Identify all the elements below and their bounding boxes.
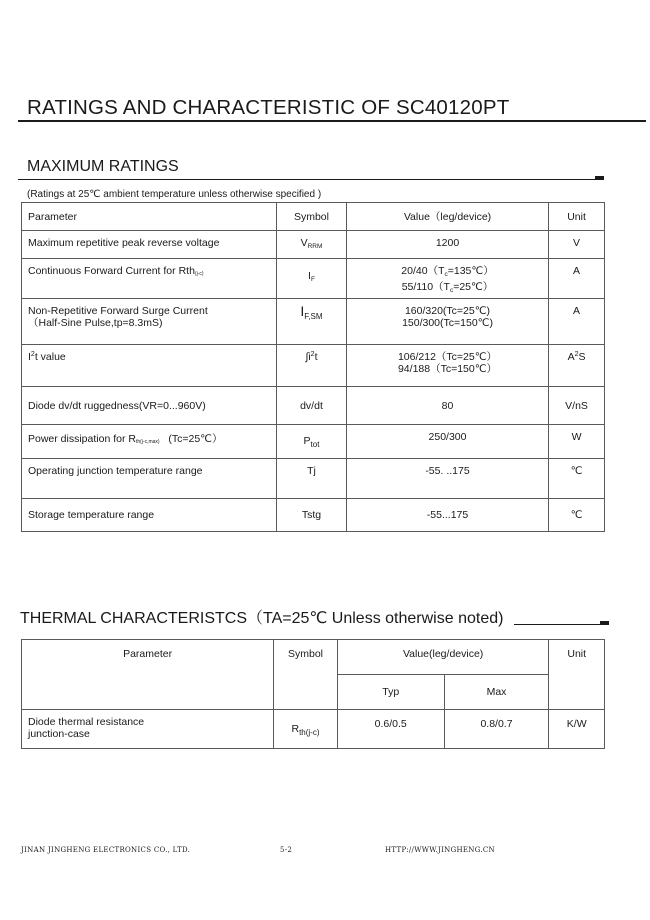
value-text: =25℃） <box>453 281 494 293</box>
param-line-2: junction-case <box>28 728 90 740</box>
symbol-subscript: th(j-c) <box>299 728 320 737</box>
unit-if: A <box>549 259 605 299</box>
value-subscript: c <box>444 271 448 278</box>
param-i2t <box>22 345 277 387</box>
param-if <box>22 259 277 299</box>
unit-tstg: ℃ <box>549 499 605 532</box>
table-row <box>22 425 605 459</box>
value-line-1: 106/212（Tc=25℃） <box>397 351 498 363</box>
table-row <box>22 259 605 299</box>
param-ptot <box>22 425 277 459</box>
unit-ifsm: A <box>549 299 605 345</box>
symbol-rth <box>274 710 338 749</box>
footer-page-number: 5-2 <box>280 846 293 854</box>
unit-text: S <box>578 351 586 363</box>
footer-company: JINAN JINGHENG ELECTRONICS CO., LTD. <box>21 846 191 854</box>
table-row <box>22 499 605 532</box>
symbol-dvdt: dv/dt <box>277 387 347 425</box>
unit-i2t <box>549 345 605 387</box>
value-i2t <box>346 345 548 387</box>
symbol-subscript: tot <box>310 440 320 449</box>
value-max: 0.8/0.7 <box>444 710 549 749</box>
value-typ: 0.6/0.5 <box>337 710 444 749</box>
document-title: RATINGS AND CHARACTERISTIC OF SC40120PT <box>27 96 510 119</box>
symbol-main: V <box>300 237 308 249</box>
unit-vrrm: V <box>549 231 605 259</box>
param-text: Continuous Forward Current for Rth <box>28 265 195 277</box>
table-header-row <box>22 203 605 231</box>
value-text: =135℃） <box>447 265 494 277</box>
max-ratings-rule <box>18 179 604 180</box>
symbol-main: I <box>300 303 305 319</box>
param-line-2: （Half-Sine Pulse,tp=8.3mS) <box>28 317 163 329</box>
header-value: Value(leg/device) <box>337 640 549 675</box>
param-line-1: Non-Repetitive Forward Surge Current <box>28 305 208 317</box>
param-rth <box>22 710 274 749</box>
table-row <box>22 710 605 749</box>
param-ifsm <box>22 299 277 345</box>
value-subscript: c <box>449 287 454 294</box>
value-tj: -55. ..175 <box>346 459 548 499</box>
header-parameter: Parameter <box>22 203 277 231</box>
header-max: Max <box>444 675 549 710</box>
unit-rth: K/W <box>549 710 605 749</box>
symbol-main: I <box>308 270 311 282</box>
param-superscript: 2 <box>30 351 35 358</box>
thermal-rule <box>514 624 604 625</box>
symbol-tstg: Tstg <box>277 499 347 532</box>
value-line-1: 160/320(Tc=25℃) <box>404 305 491 317</box>
table-header-row <box>22 640 605 675</box>
symbol-if <box>277 259 347 299</box>
header-parameter: Parameter <box>22 640 274 710</box>
value-ifsm <box>346 299 548 345</box>
value-line-1 <box>353 265 542 281</box>
thermal-heading: THERMAL CHARACTERISTCS（TA=25℃ Unless otherwise noted) <box>20 610 504 627</box>
param-subscript: th(j-c,max) <box>135 439 160 445</box>
value-ptot: 250/300 <box>346 425 548 459</box>
thermal-rule-mark <box>600 621 609 625</box>
header-value: Value（leg/device) <box>346 203 548 231</box>
table-row <box>22 299 605 345</box>
symbol-main: t <box>314 351 318 363</box>
unit-tj: ℃ <box>549 459 605 499</box>
header-unit: Unit <box>549 203 605 231</box>
header-typ: Typ <box>337 675 444 710</box>
param-tstg: Storage temperature range <box>22 499 277 532</box>
value-line-2 <box>353 281 542 297</box>
unit-ptot: W <box>549 425 605 459</box>
param-text: I <box>28 351 31 363</box>
symbol-vrrm <box>277 231 347 259</box>
symbol-main: ∫i <box>305 351 311 363</box>
table-row <box>22 231 605 259</box>
param-text: Power dissipation for R <box>28 433 136 445</box>
value-text: 20/40（T <box>401 265 445 277</box>
thermal-table <box>21 639 605 749</box>
header-unit: Unit <box>549 640 605 710</box>
symbol-i2t <box>277 345 347 387</box>
param-text: t value <box>34 351 66 363</box>
header-symbol: Symbol <box>277 203 347 231</box>
max-ratings-heading: MAXIMUM RATINGS <box>27 158 179 175</box>
symbol-main: P <box>303 435 311 447</box>
symbol-subscript: RRM <box>307 243 323 250</box>
symbol-tj: Tj <box>277 459 347 499</box>
value-tstg: -55...175 <box>346 499 548 532</box>
symbol-ptot <box>277 425 347 459</box>
value-vrrm: 1200 <box>346 231 548 259</box>
param-text: (Tc=25℃） <box>168 433 223 445</box>
value-text: 55/110（T <box>401 281 450 293</box>
value-if <box>346 259 548 299</box>
symbol-ifsm <box>277 299 347 345</box>
param-subscript: (j-c) <box>194 271 204 277</box>
value-dvdt: 80 <box>346 387 548 425</box>
param-vrrm: Maximum repetitive peak reverse voltage <box>22 231 277 259</box>
param-line-1: Diode thermal resistance <box>28 716 145 728</box>
ratings-note: (Ratings at 25℃ ambient temperature unless otherwise specified ) <box>27 189 322 200</box>
symbol-subscript: F <box>310 276 315 283</box>
table-row <box>22 345 605 387</box>
symbol-main: R <box>291 723 300 735</box>
value-line-2: 150/300(Tc=150℃) <box>402 317 493 329</box>
param-dvdt: Diode dv/dt ruggedness(VR=0...960V) <box>22 387 277 425</box>
param-tj: Operating junction temperature range <box>22 459 277 499</box>
symbol-superscript: 2 <box>310 351 315 358</box>
value-line-2: 94/188（Tc=150℃） <box>397 363 498 375</box>
table-row <box>22 459 605 499</box>
max-ratings-table <box>21 202 605 532</box>
symbol-subscript: F,SM <box>304 312 323 321</box>
unit-superscript: 2 <box>574 351 579 358</box>
title-rule <box>18 120 646 122</box>
unit-dvdt: V/nS <box>549 387 605 425</box>
table-row <box>22 387 605 425</box>
header-symbol: Symbol <box>274 640 338 710</box>
footer-url: HTTP://WWW.JINGHENG.CN <box>385 846 495 854</box>
unit-text: A <box>567 351 575 363</box>
max-ratings-rule-mark <box>595 176 604 180</box>
